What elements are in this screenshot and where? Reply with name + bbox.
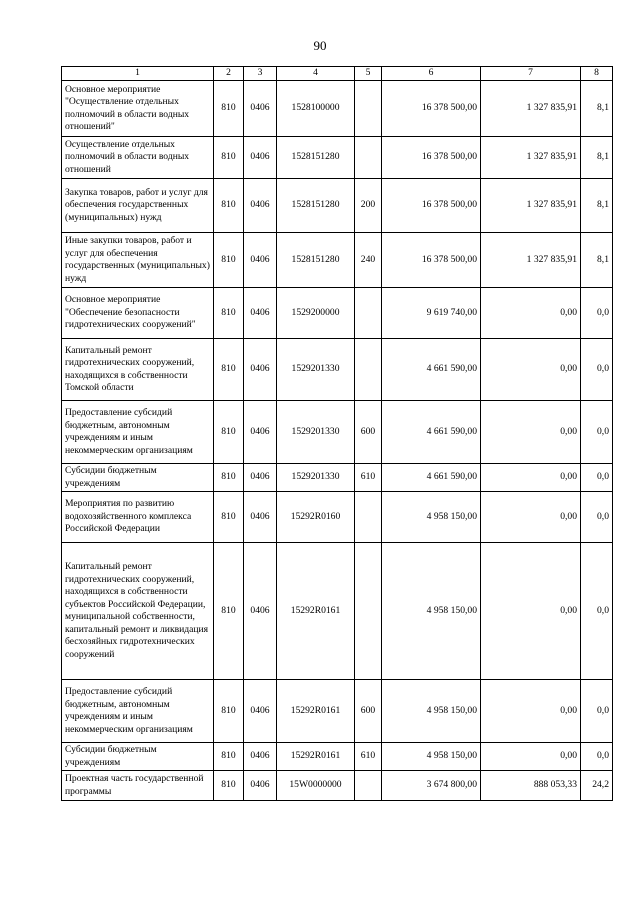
table-row	[62, 543, 613, 680]
row-grbs: 810	[214, 771, 244, 801]
col-header-6: 6	[382, 67, 481, 81]
table-row	[62, 339, 613, 401]
row-fact: 0,00	[481, 288, 581, 339]
row-name: Основное мероприятие "Осуществление отдельных полномочий в области водных отношений"	[62, 81, 214, 137]
page-number: 90	[313, 38, 327, 53]
row-target: 1528151280	[277, 233, 355, 288]
row-vr	[355, 137, 382, 179]
table-row	[62, 464, 613, 492]
row-plan: 16 378 500,00	[382, 81, 481, 137]
row-vr	[355, 492, 382, 543]
row-pct: 0,0	[581, 543, 613, 680]
row-name: Закупка товаров, работ и услуг для обеспечения государственных (муниципальных) нужд	[62, 179, 214, 233]
row-pct: 0,0	[581, 743, 613, 771]
row-section: 0406	[244, 137, 277, 179]
row-fact: 1 327 835,91	[481, 81, 581, 137]
table-row	[62, 771, 613, 801]
row-vr	[355, 339, 382, 401]
row-pct: 0,0	[581, 464, 613, 492]
row-fact: 0,00	[481, 339, 581, 401]
row-section: 0406	[244, 771, 277, 801]
table-row	[62, 81, 613, 137]
row-target: 1529200000	[277, 288, 355, 339]
row-target: 1529201330	[277, 464, 355, 492]
row-target: 1528151280	[277, 137, 355, 179]
row-plan: 4 958 150,00	[382, 492, 481, 543]
row-grbs: 810	[214, 288, 244, 339]
row-section: 0406	[244, 743, 277, 771]
row-section: 0406	[244, 288, 277, 339]
row-name: Иные закупки товаров, работ и услуг для обеспечения государственных (муниципальных) нужд	[62, 233, 214, 288]
table-row	[62, 401, 613, 464]
row-pct: 8,1	[581, 179, 613, 233]
table-row	[62, 680, 613, 743]
row-vr: 240	[355, 233, 382, 288]
row-pct: 0,0	[581, 288, 613, 339]
row-grbs: 810	[214, 680, 244, 743]
row-section: 0406	[244, 680, 277, 743]
row-plan: 4 661 590,00	[382, 464, 481, 492]
row-section: 0406	[244, 464, 277, 492]
row-target: 1529201330	[277, 339, 355, 401]
col-header-1: 1	[62, 67, 214, 81]
row-section: 0406	[244, 543, 277, 680]
row-plan: 16 378 500,00	[382, 233, 481, 288]
table-row	[62, 179, 613, 233]
row-grbs: 810	[214, 543, 244, 680]
row-vr: 200	[355, 179, 382, 233]
row-vr	[355, 81, 382, 137]
row-fact: 0,00	[481, 543, 581, 680]
row-vr	[355, 288, 382, 339]
row-plan: 4 958 150,00	[382, 543, 481, 680]
row-pct: 0,0	[581, 680, 613, 743]
row-name: Капитальный ремонт гидротехнических сооружений, находящихся в собственности субъектов Российской Федерации, муниципальной собственности, капитальный ремонт и ликвидация бесхозяйных гидротехнических сооружений	[62, 543, 214, 680]
row-plan: 16 378 500,00	[382, 179, 481, 233]
row-vr	[355, 543, 382, 680]
row-grbs: 810	[214, 339, 244, 401]
col-header-8: 8	[581, 67, 613, 81]
row-pct: 0,0	[581, 401, 613, 464]
row-section: 0406	[244, 179, 277, 233]
row-grbs: 810	[214, 179, 244, 233]
table-row	[62, 137, 613, 179]
row-pct: 24,2	[581, 771, 613, 801]
row-fact: 0,00	[481, 743, 581, 771]
row-grbs: 810	[214, 137, 244, 179]
row-target: 15292R0161	[277, 543, 355, 680]
row-pct: 8,1	[581, 233, 613, 288]
row-fact: 0,00	[481, 492, 581, 543]
row-target: 1529201330	[277, 401, 355, 464]
table-row	[62, 743, 613, 771]
col-header-2: 2	[214, 67, 244, 81]
row-vr: 610	[355, 464, 382, 492]
row-pct: 0,0	[581, 339, 613, 401]
row-plan: 4 958 150,00	[382, 680, 481, 743]
row-name: Осуществление отдельных полномочий в области водных отношений	[62, 137, 214, 179]
row-vr: 610	[355, 743, 382, 771]
row-pct: 0,0	[581, 492, 613, 543]
row-pct: 8,1	[581, 137, 613, 179]
row-name: Субсидии бюджетным учреждениям	[62, 743, 214, 771]
row-name: Субсидии бюджетным учреждениям	[62, 464, 214, 492]
budget-table	[61, 66, 613, 801]
row-name: Проектная часть государственной программы	[62, 771, 214, 801]
row-vr: 600	[355, 680, 382, 743]
row-vr: 600	[355, 401, 382, 464]
row-target: 1528151280	[277, 179, 355, 233]
row-vr	[355, 771, 382, 801]
row-plan: 16 378 500,00	[382, 137, 481, 179]
row-grbs: 810	[214, 464, 244, 492]
row-fact: 0,00	[481, 464, 581, 492]
row-section: 0406	[244, 233, 277, 288]
row-name: Мероприятия по развитию водохозяйственного комплекса Российской Федерации	[62, 492, 214, 543]
row-name: Предоставление субсидий бюджетным, автономным учреждениям и иным некоммерческим организациям	[62, 680, 214, 743]
row-target: 15292R0160	[277, 492, 355, 543]
row-target: 15292R0161	[277, 743, 355, 771]
row-fact: 888 053,33	[481, 771, 581, 801]
row-section: 0406	[244, 401, 277, 464]
row-grbs: 810	[214, 743, 244, 771]
row-section: 0406	[244, 492, 277, 543]
row-fact: 0,00	[481, 680, 581, 743]
row-grbs: 810	[214, 492, 244, 543]
row-name: Капитальный ремонт гидротехнических сооружений, находящихся в собственности Томской области	[62, 339, 214, 401]
row-name: Основное мероприятие "Обеспечение безопасности гидротехнических сооружений"	[62, 288, 214, 339]
row-grbs: 810	[214, 81, 244, 137]
row-section: 0406	[244, 81, 277, 137]
row-plan: 9 619 740,00	[382, 288, 481, 339]
row-grbs: 810	[214, 233, 244, 288]
table-row	[62, 233, 613, 288]
col-header-4: 4	[277, 67, 355, 81]
row-plan: 4 958 150,00	[382, 743, 481, 771]
table-header-row	[62, 67, 613, 81]
table-row	[62, 492, 613, 543]
table-row	[62, 288, 613, 339]
row-plan: 3 674 800,00	[382, 771, 481, 801]
row-target: 15W0000000	[277, 771, 355, 801]
row-fact: 1 327 835,91	[481, 233, 581, 288]
row-target: 15292R0161	[277, 680, 355, 743]
row-plan: 4 661 590,00	[382, 339, 481, 401]
row-target: 1528100000	[277, 81, 355, 137]
row-plan: 4 661 590,00	[382, 401, 481, 464]
row-fact: 0,00	[481, 401, 581, 464]
row-fact: 1 327 835,91	[481, 179, 581, 233]
row-name: Предоставление субсидий бюджетным, автономным учреждениям и иным некоммерческим организациям	[62, 401, 214, 464]
row-section: 0406	[244, 339, 277, 401]
row-fact: 1 327 835,91	[481, 137, 581, 179]
col-header-3: 3	[244, 67, 277, 81]
row-grbs: 810	[214, 401, 244, 464]
col-header-5: 5	[355, 67, 382, 81]
row-pct: 8,1	[581, 81, 613, 137]
col-header-7: 7	[481, 67, 581, 81]
